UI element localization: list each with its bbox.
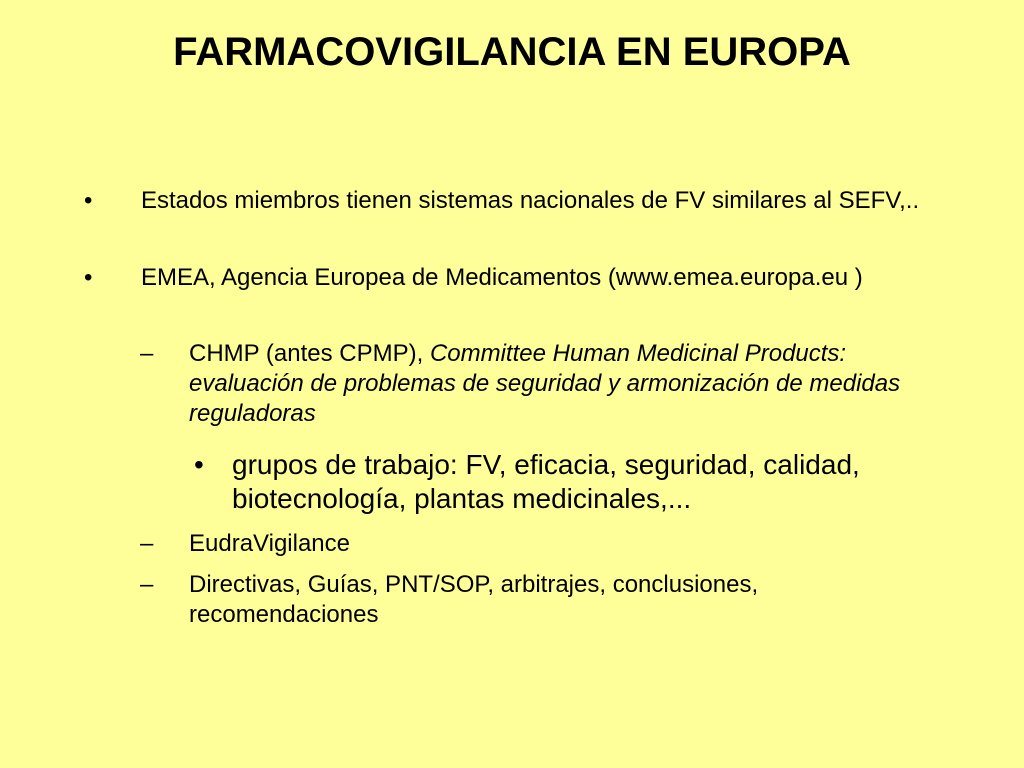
sub-bullet-item-working-groups [194,448,974,516]
dash-item-eudravigilance [140,529,940,559]
bullet-marker: • [84,187,93,214]
bullet-marker: • [84,264,93,291]
dash-item-chmp [140,339,940,429]
dash-marker: – [140,571,154,598]
dash-marker: – [140,530,154,557]
slide-title: FARMACOVIGILANCIA EN EUROPA [173,30,851,74]
bullet-text: EMEA, Agencia Europea de Medicamentos (www.emea.europa.eu ) [141,264,863,291]
chmp-plain-text: CHMP (antes CPMP), [189,340,430,367]
dash-text [189,339,940,429]
sub-bullet-text: grupos de trabajo: FV, eficacia, seguridad, calidad, biotecnología, plantas medicinales,... [232,449,860,514]
bullet-item-member-states [84,186,934,216]
bullet-item-emea [84,263,934,293]
sub-bullet-marker: • [194,449,204,480]
dash-marker: – [140,340,154,367]
dash-text: Directivas, Guías, PNT/SOP, arbitrajes, conclusiones, recomendaciones [189,571,759,628]
chmp-italic-text: Committee Human Medicinal Products: evaluación de problemas de seguridad y armonización de medidas reguladoras [189,340,901,427]
bullet-text: Estados miembros tienen sistemas nacionales de FV similares al SEFV,.. [141,187,920,214]
dash-item-directives [140,570,940,630]
dash-text: EudraVigilance [189,530,351,557]
